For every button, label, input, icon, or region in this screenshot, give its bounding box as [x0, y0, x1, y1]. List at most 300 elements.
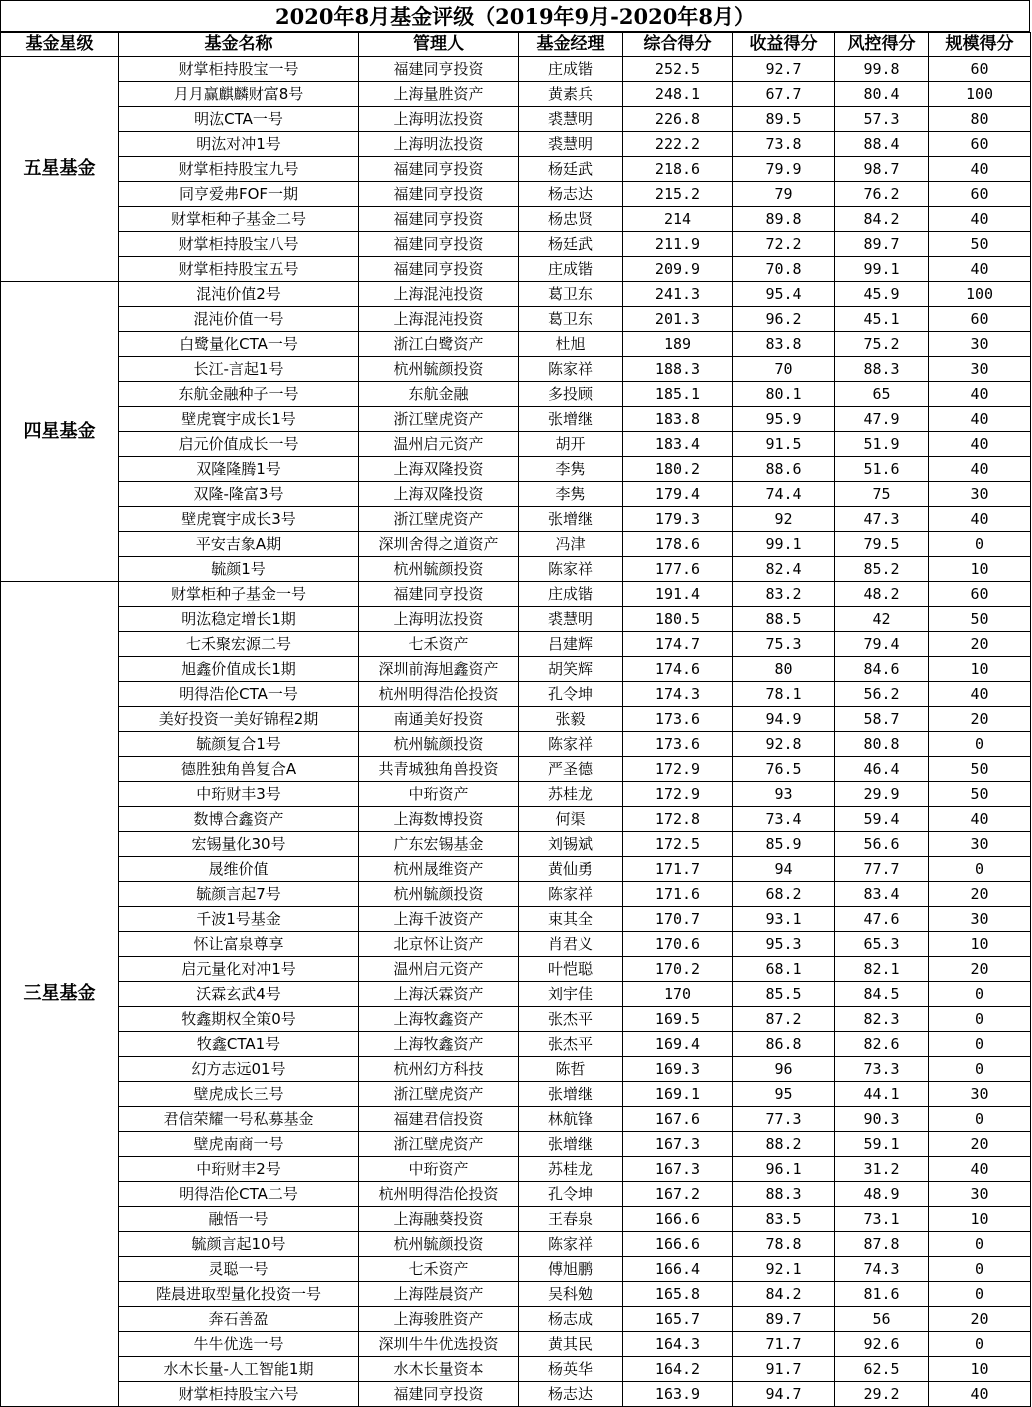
risk-score-cell: 89.7 — [835, 232, 929, 257]
risk-score-cell: 59.1 — [835, 1132, 929, 1157]
manager-cell: 杭州毓颜投资 — [359, 557, 519, 582]
fund-manager-cell: 刘锡斌 — [519, 832, 623, 857]
table-row — [1, 257, 1031, 282]
table-row — [1, 282, 1031, 307]
fund-manager-cell: 傅旭鹏 — [519, 1257, 623, 1282]
table-row — [1, 1057, 1031, 1082]
star-rating-cell: 三星基金 — [1, 582, 119, 1407]
fund-name-cell: 月月赢麒麟财富8号 — [119, 82, 359, 107]
scale-score-cell: 10 — [929, 932, 1031, 957]
table-row — [1, 182, 1031, 207]
scale-score-cell: 40 — [929, 1157, 1031, 1182]
total-score-cell: 170.7 — [623, 907, 733, 932]
scale-score-cell: 0 — [929, 1332, 1031, 1357]
table-row — [1, 882, 1031, 907]
table-row — [1, 757, 1031, 782]
total-score-cell: 166.4 — [623, 1257, 733, 1282]
fund-name-cell: 宏锡量化30号 — [119, 832, 359, 857]
table-row — [1, 157, 1031, 182]
fund-name-cell: 财掌柜种子基金一号 — [119, 582, 359, 607]
return-score-cell: 78.1 — [733, 682, 835, 707]
total-score-cell: 172.9 — [623, 757, 733, 782]
fund-manager-cell: 张杰平 — [519, 1007, 623, 1032]
scale-score-cell: 40 — [929, 257, 1031, 282]
fund-manager-cell: 林航锋 — [519, 1107, 623, 1132]
scale-score-cell: 20 — [929, 1132, 1031, 1157]
star-rating-cell: 五星基金 — [1, 57, 119, 282]
total-score-cell: 180.2 — [623, 457, 733, 482]
return-score-cell: 70 — [733, 357, 835, 382]
return-score-cell: 72.2 — [733, 232, 835, 257]
risk-score-cell: 29.9 — [835, 782, 929, 807]
fund-name-cell: 双隆-隆富3号 — [119, 482, 359, 507]
risk-score-cell: 76.2 — [835, 182, 929, 207]
fund-name-cell: 中珩财丰2号 — [119, 1157, 359, 1182]
table-row — [1, 1157, 1031, 1182]
fund-name-cell: 美好投资一美好锦程2期 — [119, 707, 359, 732]
table-row — [1, 957, 1031, 982]
table-row — [1, 1007, 1031, 1032]
manager-cell: 上海混沌投资 — [359, 282, 519, 307]
fund-manager-cell: 杨廷武 — [519, 232, 623, 257]
manager-cell: 七禾资产 — [359, 1257, 519, 1282]
return-score-cell: 73.8 — [733, 132, 835, 157]
total-score-cell: 189 — [623, 332, 733, 357]
fund-manager-cell: 张增继 — [519, 507, 623, 532]
fund-name-cell: 毓颜言起7号 — [119, 882, 359, 907]
manager-cell: 上海骏胜资产 — [359, 1307, 519, 1332]
manager-cell: 福建同亨投资 — [359, 57, 519, 82]
fund-name-cell: 平安吉象A期 — [119, 532, 359, 557]
total-score-cell: 215.2 — [623, 182, 733, 207]
manager-cell: 上海千波资产 — [359, 907, 519, 932]
total-score-cell: 209.9 — [623, 257, 733, 282]
risk-score-cell: 56 — [835, 1307, 929, 1332]
return-score-cell: 89.7 — [733, 1307, 835, 1332]
table-row — [1, 707, 1031, 732]
manager-cell: 浙江白鹭资产 — [359, 332, 519, 357]
return-score-cell: 80 — [733, 657, 835, 682]
table-row — [1, 82, 1031, 107]
manager-cell: 水木长量资本 — [359, 1357, 519, 1382]
manager-cell: 七禾资产 — [359, 632, 519, 657]
table-row — [1, 357, 1031, 382]
table-row — [1, 382, 1031, 407]
risk-score-cell: 82.1 — [835, 957, 929, 982]
risk-score-cell: 83.4 — [835, 882, 929, 907]
manager-cell: 深圳牛牛优选投资 — [359, 1332, 519, 1357]
fund-name-cell: 明汯稳定增长1期 — [119, 607, 359, 632]
return-score-cell: 73.4 — [733, 807, 835, 832]
scale-score-cell: 0 — [929, 1032, 1031, 1057]
total-score-cell: 169.5 — [623, 1007, 733, 1032]
risk-score-cell: 57.3 — [835, 107, 929, 132]
fund-name-cell: 财掌柜持股宝九号 — [119, 157, 359, 182]
scale-score-cell: 30 — [929, 332, 1031, 357]
return-score-cell: 83.8 — [733, 332, 835, 357]
manager-cell: 杭州晟维资产 — [359, 857, 519, 882]
total-score-cell: 172.9 — [623, 782, 733, 807]
scale-score-cell: 50 — [929, 782, 1031, 807]
manager-cell: 福建君信投资 — [359, 1107, 519, 1132]
return-score-cell: 93 — [733, 782, 835, 807]
risk-score-cell: 47.6 — [835, 907, 929, 932]
scale-score-cell: 40 — [929, 407, 1031, 432]
return-score-cell: 95.4 — [733, 282, 835, 307]
manager-cell: 上海明汯投资 — [359, 132, 519, 157]
return-score-cell: 68.2 — [733, 882, 835, 907]
table-row — [1, 607, 1031, 632]
scale-score-cell: 40 — [929, 382, 1031, 407]
return-score-cell: 79.9 — [733, 157, 835, 182]
manager-cell: 深圳舍得之道资产 — [359, 532, 519, 557]
total-score-cell: 173.6 — [623, 707, 733, 732]
risk-score-cell: 45.1 — [835, 307, 929, 332]
fund-manager-cell: 庄成锴 — [519, 257, 623, 282]
return-score-cell: 94.7 — [733, 1382, 835, 1407]
manager-cell: 杭州毓颜投资 — [359, 882, 519, 907]
fund-name-cell: 壁虎成长三号 — [119, 1082, 359, 1107]
scale-score-cell: 20 — [929, 1307, 1031, 1332]
scale-score-cell: 30 — [929, 832, 1031, 857]
fund-manager-cell: 杨忠贤 — [519, 207, 623, 232]
return-score-cell: 96.1 — [733, 1157, 835, 1182]
table-row — [1, 132, 1031, 157]
total-score-cell: 188.3 — [623, 357, 733, 382]
fund-name-cell: 启元价值成长一号 — [119, 432, 359, 457]
risk-score-cell: 47.9 — [835, 407, 929, 432]
table-row — [1, 457, 1031, 482]
return-score-cell: 91.5 — [733, 432, 835, 457]
total-score-cell: 167.2 — [623, 1182, 733, 1207]
scale-score-cell: 40 — [929, 507, 1031, 532]
total-score-cell: 180.5 — [623, 607, 733, 632]
table-row — [1, 532, 1031, 557]
manager-cell: 浙江壁虎资产 — [359, 1082, 519, 1107]
manager-cell: 温州启元资产 — [359, 432, 519, 457]
risk-score-cell: 73.3 — [835, 1057, 929, 1082]
return-score-cell: 67.7 — [733, 82, 835, 107]
return-score-cell: 99.1 — [733, 532, 835, 557]
manager-cell: 中珩资产 — [359, 782, 519, 807]
fund-name-cell: 七禾聚宏源二号 — [119, 632, 359, 657]
fund-manager-cell: 胡开 — [519, 432, 623, 457]
scale-score-cell: 0 — [929, 857, 1031, 882]
fund-manager-cell: 叶恺聪 — [519, 957, 623, 982]
total-score-cell: 167.3 — [623, 1157, 733, 1182]
scale-score-cell: 40 — [929, 157, 1031, 182]
fund-name-cell: 旭鑫价值成长1期 — [119, 657, 359, 682]
fund-manager-cell: 庄成锴 — [519, 57, 623, 82]
manager-cell: 福建同亨投资 — [359, 232, 519, 257]
fund-manager-cell: 黄素兵 — [519, 82, 623, 107]
table-row — [1, 57, 1031, 82]
table-row — [1, 1357, 1031, 1382]
fund-name-cell: 毓颜言起10号 — [119, 1232, 359, 1257]
return-score-cell: 95.3 — [733, 932, 835, 957]
fund-manager-cell: 张杰平 — [519, 1032, 623, 1057]
scale-score-cell: 20 — [929, 632, 1031, 657]
fund-name-cell: 中珩财丰3号 — [119, 782, 359, 807]
total-score-cell: 201.3 — [623, 307, 733, 332]
scale-score-cell: 50 — [929, 607, 1031, 632]
risk-score-cell: 84.5 — [835, 982, 929, 1007]
return-score-cell: 68.1 — [733, 957, 835, 982]
total-score-cell: 169.4 — [623, 1032, 733, 1057]
table-row — [1, 1182, 1031, 1207]
risk-score-cell: 47.3 — [835, 507, 929, 532]
return-score-cell: 77.3 — [733, 1107, 835, 1132]
risk-score-cell: 80.8 — [835, 732, 929, 757]
return-score-cell: 87.2 — [733, 1007, 835, 1032]
return-score-cell: 89.8 — [733, 207, 835, 232]
scale-score-cell: 80 — [929, 107, 1031, 132]
return-score-cell: 92.7 — [733, 57, 835, 82]
return-score-cell: 96.2 — [733, 307, 835, 332]
fund-name-cell: 明汯CTA一号 — [119, 107, 359, 132]
manager-cell: 福建同亨投资 — [359, 207, 519, 232]
table-row — [1, 582, 1031, 607]
fund-name-cell: 牧鑫期权全策0号 — [119, 1007, 359, 1032]
manager-cell: 杭州毓颜投资 — [359, 357, 519, 382]
risk-score-cell: 75 — [835, 482, 929, 507]
scale-score-cell: 40 — [929, 432, 1031, 457]
risk-score-cell: 51.9 — [835, 432, 929, 457]
fund-name-cell: 陛晨进取型量化投资一号 — [119, 1282, 359, 1307]
scale-score-cell: 60 — [929, 132, 1031, 157]
return-score-cell: 95.9 — [733, 407, 835, 432]
return-score-cell: 88.3 — [733, 1182, 835, 1207]
risk-score-cell: 51.6 — [835, 457, 929, 482]
fund-manager-cell: 多投顾 — [519, 382, 623, 407]
manager-cell: 上海双隆投资 — [359, 482, 519, 507]
manager-cell: 南通美好投资 — [359, 707, 519, 732]
total-score-cell: 165.7 — [623, 1307, 733, 1332]
return-score-cell: 80.1 — [733, 382, 835, 407]
return-score-cell: 94 — [733, 857, 835, 882]
table-row — [1, 1082, 1031, 1107]
total-score-cell: 177.6 — [623, 557, 733, 582]
total-score-cell: 174.6 — [623, 657, 733, 682]
fund-name-cell: 牧鑫CTA1号 — [119, 1032, 359, 1057]
table-row — [1, 832, 1031, 857]
fund-name-cell: 融悟一号 — [119, 1207, 359, 1232]
fund-manager-cell: 黄其民 — [519, 1332, 623, 1357]
total-score-cell: 179.3 — [623, 507, 733, 532]
total-score-cell: 222.2 — [623, 132, 733, 157]
fund-manager-cell: 张毅 — [519, 707, 623, 732]
fund-manager-cell: 张增继 — [519, 1082, 623, 1107]
total-score-cell: 164.3 — [623, 1332, 733, 1357]
risk-score-cell: 45.9 — [835, 282, 929, 307]
total-score-cell: 164.2 — [623, 1357, 733, 1382]
fund-manager-cell: 杨廷武 — [519, 157, 623, 182]
fund-name-cell: 壁虎寰宇成长1号 — [119, 407, 359, 432]
manager-cell: 广东宏锡基金 — [359, 832, 519, 857]
table-row — [1, 682, 1031, 707]
total-score-cell: 179.4 — [623, 482, 733, 507]
total-score-cell: 170.6 — [623, 932, 733, 957]
header-return-score: 收益得分 — [733, 33, 835, 57]
total-score-cell: 167.3 — [623, 1132, 733, 1157]
return-score-cell: 93.1 — [733, 907, 835, 932]
return-score-cell: 71.7 — [733, 1332, 835, 1357]
total-score-cell: 174.3 — [623, 682, 733, 707]
scale-score-cell: 0 — [929, 1257, 1031, 1282]
scale-score-cell: 20 — [929, 882, 1031, 907]
total-score-cell: 211.9 — [623, 232, 733, 257]
scale-score-cell: 0 — [929, 1057, 1031, 1082]
manager-cell: 温州启元资产 — [359, 957, 519, 982]
scale-score-cell: 60 — [929, 582, 1031, 607]
scale-score-cell: 0 — [929, 1107, 1031, 1132]
table-row — [1, 1332, 1031, 1357]
return-score-cell: 88.5 — [733, 607, 835, 632]
manager-cell: 杭州毓颜投资 — [359, 1232, 519, 1257]
scale-score-cell: 0 — [929, 1007, 1031, 1032]
fund-manager-cell: 葛卫东 — [519, 307, 623, 332]
table-row — [1, 307, 1031, 332]
fund-name-cell: 毓颜复合1号 — [119, 732, 359, 757]
manager-cell: 福建同亨投资 — [359, 582, 519, 607]
fund-name-cell: 奔石善盈 — [119, 1307, 359, 1332]
fund-manager-cell: 杨志成 — [519, 1307, 623, 1332]
return-score-cell: 92.8 — [733, 732, 835, 757]
total-score-cell: 170 — [623, 982, 733, 1007]
fund-manager-cell: 苏桂龙 — [519, 782, 623, 807]
risk-score-cell: 73.1 — [835, 1207, 929, 1232]
fund-manager-cell: 孔令坤 — [519, 1182, 623, 1207]
risk-score-cell: 92.6 — [835, 1332, 929, 1357]
return-score-cell: 96 — [733, 1057, 835, 1082]
manager-cell: 上海量胜资产 — [359, 82, 519, 107]
return-score-cell: 85.9 — [733, 832, 835, 857]
fund-name-cell: 灵聪一号 — [119, 1257, 359, 1282]
manager-cell: 浙江壁虎资产 — [359, 507, 519, 532]
return-score-cell: 88.6 — [733, 457, 835, 482]
total-score-cell: 167.6 — [623, 1107, 733, 1132]
risk-score-cell: 74.3 — [835, 1257, 929, 1282]
fund-name-cell: 财掌柜种子基金二号 — [119, 207, 359, 232]
table-row — [1, 1232, 1031, 1257]
table-row — [1, 1107, 1031, 1132]
fund-name-cell: 长江-言起1号 — [119, 357, 359, 382]
fund-manager-cell: 肖君义 — [519, 932, 623, 957]
fund-manager-cell: 葛卫东 — [519, 282, 623, 307]
fund-manager-cell: 孔令坤 — [519, 682, 623, 707]
fund-manager-cell: 刘宇佳 — [519, 982, 623, 1007]
manager-cell: 上海数博投资 — [359, 807, 519, 832]
scale-score-cell: 30 — [929, 1182, 1031, 1207]
fund-name-cell: 同亨爱弗FOF一期 — [119, 182, 359, 207]
risk-score-cell: 82.6 — [835, 1032, 929, 1057]
table-row — [1, 732, 1031, 757]
scale-score-cell: 40 — [929, 207, 1031, 232]
fund-manager-cell: 王春泉 — [519, 1207, 623, 1232]
table-row — [1, 407, 1031, 432]
fund-manager-cell: 张增继 — [519, 1132, 623, 1157]
manager-cell: 北京怀让资产 — [359, 932, 519, 957]
fund-name-cell: 数博合鑫资产 — [119, 807, 359, 832]
fund-manager-cell: 束其全 — [519, 907, 623, 932]
risk-score-cell: 79.5 — [835, 532, 929, 557]
scale-score-cell: 40 — [929, 682, 1031, 707]
total-score-cell: 169.3 — [623, 1057, 733, 1082]
return-score-cell: 89.5 — [733, 107, 835, 132]
fund-name-cell: 明得浩伦CTA二号 — [119, 1182, 359, 1207]
scale-score-cell: 0 — [929, 982, 1031, 1007]
return-score-cell: 91.7 — [733, 1357, 835, 1382]
scale-score-cell: 10 — [929, 1207, 1031, 1232]
risk-score-cell: 90.3 — [835, 1107, 929, 1132]
scale-score-cell: 10 — [929, 1357, 1031, 1382]
fund-name-cell: 明得浩伦CTA一号 — [119, 682, 359, 707]
risk-score-cell: 75.2 — [835, 332, 929, 357]
fund-name-cell: 千波1号基金 — [119, 907, 359, 932]
fund-manager-cell: 庄成锴 — [519, 582, 623, 607]
fund-name-cell: 沃霖玄武4号 — [119, 982, 359, 1007]
return-score-cell: 83.5 — [733, 1207, 835, 1232]
table-row — [1, 432, 1031, 457]
scale-score-cell: 20 — [929, 707, 1031, 732]
fund-name-cell: 财掌柜持股宝五号 — [119, 257, 359, 282]
table-row — [1, 932, 1031, 957]
scale-score-cell: 0 — [929, 532, 1031, 557]
scale-score-cell: 40 — [929, 807, 1031, 832]
scale-score-cell: 50 — [929, 757, 1031, 782]
fund-name-cell: 财掌柜持股宝八号 — [119, 232, 359, 257]
table-row — [1, 1032, 1031, 1057]
fund-name-cell: 幻方志远01号 — [119, 1057, 359, 1082]
table-row — [1, 1207, 1031, 1232]
header-manager: 管理人 — [359, 33, 519, 57]
total-score-cell: 183.4 — [623, 432, 733, 457]
fund-manager-cell: 吕建辉 — [519, 632, 623, 657]
risk-score-cell: 46.4 — [835, 757, 929, 782]
return-score-cell: 83.2 — [733, 582, 835, 607]
fund-name-cell: 壁虎寰宇成长3号 — [119, 507, 359, 532]
table-row — [1, 982, 1031, 1007]
risk-score-cell: 62.5 — [835, 1357, 929, 1382]
scale-score-cell: 10 — [929, 657, 1031, 682]
risk-score-cell: 56.6 — [835, 832, 929, 857]
manager-cell: 上海陛晨资产 — [359, 1282, 519, 1307]
fund-name-cell: 启元量化对冲1号 — [119, 957, 359, 982]
risk-score-cell: 56.2 — [835, 682, 929, 707]
table-row — [1, 1307, 1031, 1332]
manager-cell: 中珩资产 — [359, 1157, 519, 1182]
fund-name-cell: 毓颜1号 — [119, 557, 359, 582]
total-score-cell: 172.8 — [623, 807, 733, 832]
table-row — [1, 232, 1031, 257]
total-score-cell: 183.8 — [623, 407, 733, 432]
fund-rating-table — [0, 32, 1031, 1407]
fund-name-cell: 怀让富泉尊享 — [119, 932, 359, 957]
total-score-cell: 226.8 — [623, 107, 733, 132]
total-score-cell: 163.9 — [623, 1382, 733, 1407]
fund-name-cell: 壁虎南商一号 — [119, 1132, 359, 1157]
risk-score-cell: 48.2 — [835, 582, 929, 607]
fund-name-cell: 君信荣耀一号私募基金 — [119, 1107, 359, 1132]
return-score-cell: 70.8 — [733, 257, 835, 282]
fund-manager-cell: 陈家祥 — [519, 732, 623, 757]
manager-cell: 福建同亨投资 — [359, 182, 519, 207]
fund-manager-cell: 李隽 — [519, 482, 623, 507]
risk-score-cell: 42 — [835, 607, 929, 632]
scale-score-cell: 30 — [929, 482, 1031, 507]
star-rating-cell: 四星基金 — [1, 282, 119, 582]
fund-manager-cell: 杨英华 — [519, 1357, 623, 1382]
